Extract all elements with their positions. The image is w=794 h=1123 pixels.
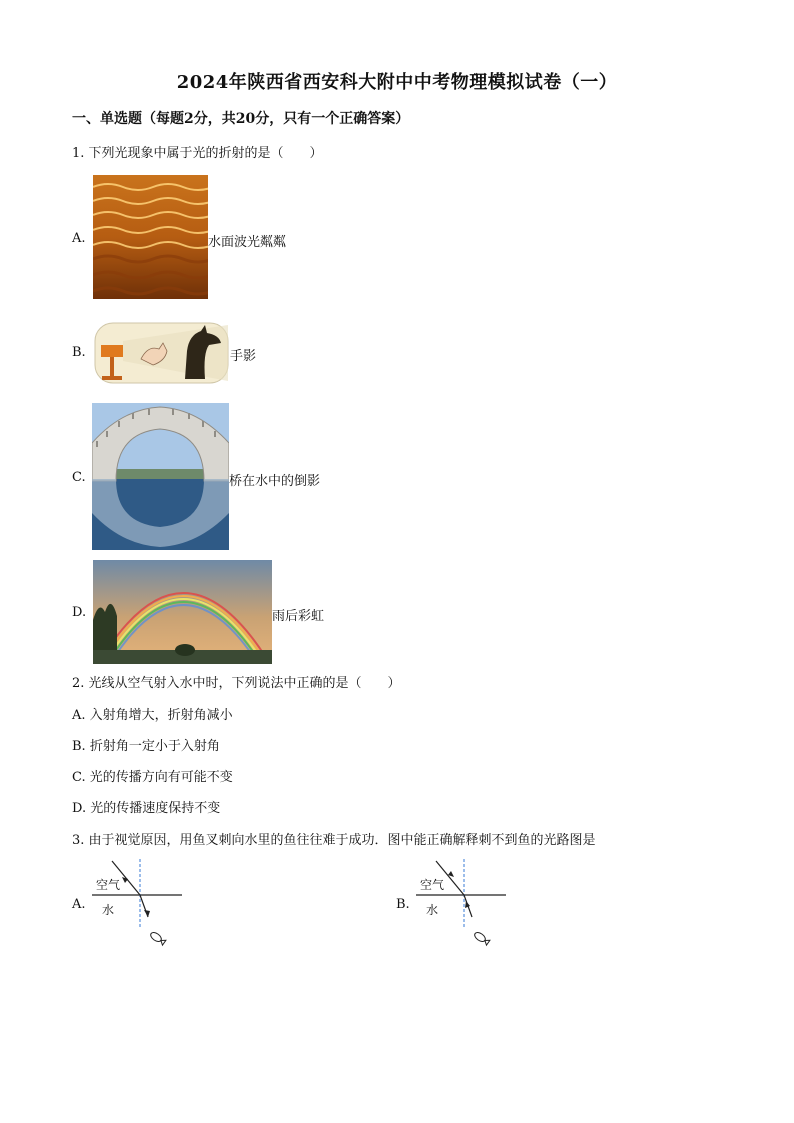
water-label: 水 (426, 903, 439, 917)
q1-option-c-caption: 桥在水中的倒影 (229, 474, 321, 489)
q1-option-d-caption: 雨后彩虹 (272, 609, 325, 624)
exam-title: 2024年陕西省西安科大附中中考物理模拟试卷（一） (176, 72, 618, 93)
q1-option-a-caption: 水面波光粼粼 (208, 235, 287, 250)
hand-shadow-picture (93, 321, 230, 385)
q1-option-b-caption: 手影 (230, 349, 257, 364)
q1-option-d-letter: D. (72, 605, 87, 620)
rainbow-photo (93, 560, 272, 664)
air-label: 空气 (96, 878, 121, 892)
q1-option-c-letter: C. (72, 470, 86, 485)
q2-option-d: D. 光的传播速度保持不变 (72, 801, 221, 816)
q2-option-a: A. 入射角增大，折射角减小 (72, 708, 233, 723)
air-label: 空气 (420, 878, 445, 892)
q1-option-b-letter: B. (72, 345, 86, 360)
q2-option-b: B. 折射角一定小于入射角 (72, 739, 220, 754)
q2-option-c: C. 光的传播方向有可能不变 (72, 770, 233, 785)
water-label: 水 (102, 903, 115, 917)
bridge-reflection-photo (92, 403, 229, 550)
refraction-diagram-a (92, 855, 192, 950)
q3-option-a-letter: A. (72, 897, 86, 912)
question-2-stem: 2. 光线从空气射入水中时，下列说法中正确的是（ ） (72, 676, 401, 691)
q1-option-a-letter: A. (72, 231, 86, 246)
question-3-stem: 3. 由于视觉原因，用鱼叉刺向水里的鱼往往难于成功．图中能正确解释刺不到鱼的光路图是 (72, 833, 596, 848)
refraction-diagram-b (416, 855, 516, 950)
water-ripples-photo (93, 175, 208, 299)
section-heading: 一、单选题（每题2分，共20分，只有一个正确答案） (72, 111, 410, 127)
question-1-stem: 1. 下列光现象中属于光的折射的是（ ） (72, 146, 323, 161)
q3-option-b-letter: B. (396, 897, 410, 912)
